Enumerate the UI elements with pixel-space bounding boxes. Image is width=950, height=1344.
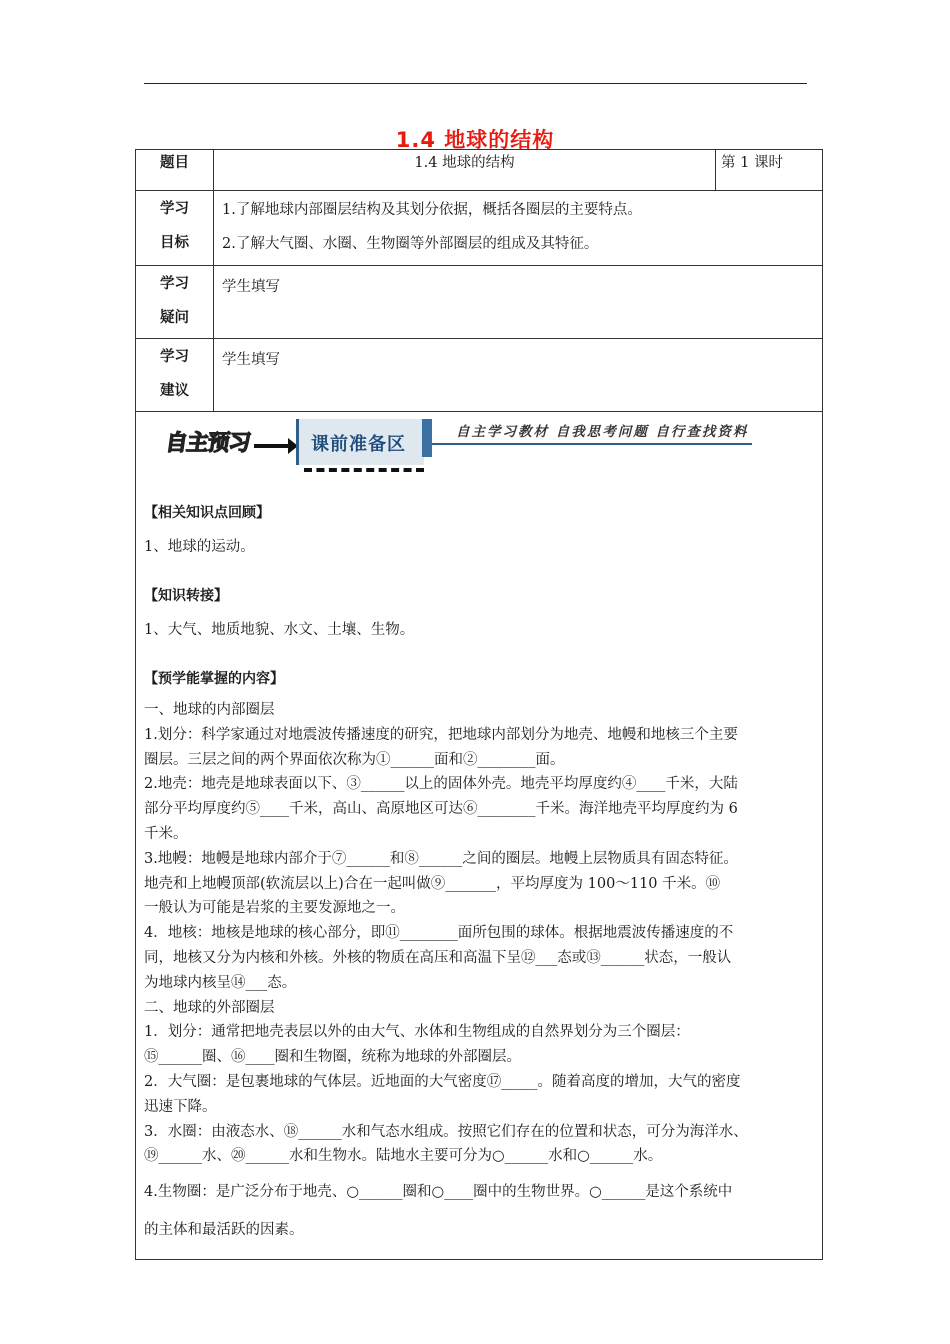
banner-bar — [422, 419, 432, 457]
bio-line: 4.生物圈：是广泛分布于地壳、○______圈和○____圈中的生物世界。○______是这个系统中 — [144, 1184, 733, 1201]
bio-line: 的主体和最活跃的因素。 — [144, 1222, 304, 1239]
content-line: 同，地核又分为内核和外核。外核的物质在高压和高温下呈⑫___态或⑬______状态，一般认 — [144, 949, 732, 966]
suggest-label: 学习 建议 — [136, 339, 214, 412]
content-line: 为地球内核呈⑭___态。 — [144, 974, 297, 991]
banner-line — [432, 443, 752, 445]
question-row — [136, 266, 823, 339]
banner-dash — [304, 468, 424, 472]
content-line: 2.地壳：地壳是地球表面以下、③______以上的固体外壳。地壳平均厚度约④____千米，大陆 — [144, 776, 738, 793]
goal-item: 2.了解大气圈、水圈、生物圈等外部圈层的组成及其特征。 — [222, 236, 599, 252]
content-line: 部分平均厚度约⑤____千米，高山、高原地区可达⑥________千米。海洋地壳平均厚度约为 6 — [144, 801, 738, 818]
content-line: 一般认为可能是岩浆的主要发源地之一。 — [144, 900, 405, 917]
content-line: 1.划分：科学家通过对地震波传播速度的研究，把地球内部划分为地壳、地幔和地核三个主要 — [144, 726, 738, 743]
content-line: 3．水圈：由液态水、⑱______水和气态水组成。按照它们存在的位置和状态，可分为海洋水、 — [144, 1123, 748, 1140]
goal-item: 1.了解地球内部圈层结构及其划分依据，概括各圈层的主要特点。 — [222, 202, 642, 218]
suggest-row — [136, 339, 823, 412]
content-line: 2．大气圈：是包裹地球的气体层。近地面的大气密度⑰_____。随着高度的增加，大气的密度 — [144, 1073, 741, 1090]
review-text: 1、地球的运动。 — [144, 539, 255, 555]
suggest-value: 学生填写 — [214, 339, 823, 412]
content-line: 地壳和上地幔顶部(软流层以上)合在一起叫做⑨_______，平均厚度为 100～110 千米。⑩ — [144, 875, 721, 892]
preview-banner — [144, 416, 814, 478]
preview-section — [136, 412, 823, 1260]
content-line: 4．地核：地核是地球的核心部分，即⑪________面所包围的球体。根据地震波传播速度的不 — [144, 925, 734, 942]
content-line: 圈层。三层之间的两个界面依次称为①______面和②________面。 — [144, 751, 565, 768]
question-value: 学生填写 — [214, 266, 823, 339]
content-line: 二、地球的外部圈层 — [144, 999, 275, 1016]
content-line: ⑮______圈、⑯____圈和生物圈，统称为地球的外部圈层。 — [144, 1049, 521, 1066]
header-rule — [144, 83, 807, 84]
content-line: 千米。 — [144, 825, 188, 842]
content-line: 3.地幔：地幔是地球内部介于⑦______和⑧______之间的圈层。地幔上层物质具有固态特征。 — [144, 850, 738, 867]
topic-value: 1.4 地球的结构 — [214, 150, 716, 191]
lesson-table — [135, 149, 823, 1260]
goal-row — [136, 191, 823, 266]
link-text: 1、大气、地质地貌、水文、土壤、生物。 — [144, 622, 415, 638]
preview-row — [136, 412, 823, 1260]
question-label: 学习 疑问 — [136, 266, 214, 339]
link-heading: 【知识转接】 — [144, 588, 228, 604]
content-line: 1．划分：通常把地壳表层以外的由大气、水体和生物组成的自然界划分为三个圈层： — [144, 1024, 690, 1041]
goal-label: 学习 目标 — [136, 191, 214, 266]
topic-label: 题目 — [136, 150, 214, 191]
content-line: 一、地球的内部圈层 — [144, 702, 275, 718]
goal-list — [214, 191, 823, 266]
content-line: 迅速下降。 — [144, 1098, 217, 1115]
banner-slogan: 自主学习教材 自我思考问题 自行查找资料 — [456, 424, 749, 440]
period-value: 第 1 课时 — [716, 150, 823, 191]
master-heading: 【预学能掌握的内容】 — [144, 671, 284, 687]
arrow-right-icon — [254, 444, 292, 448]
banner-box — [296, 419, 424, 465]
self-study-logo: 自主预习 — [163, 431, 252, 456]
document-title: 1.4 地球的结构 — [395, 128, 555, 152]
review-heading: 【相关知识点回顾】 — [144, 505, 270, 521]
banner-box-label: 课前准备区 — [311, 434, 406, 455]
topic-row — [136, 150, 823, 191]
content-line: ⑲______水、⑳______水和生物水。陆地水主要可分为○______水和○______水。 — [144, 1148, 663, 1165]
content-body — [144, 698, 814, 1169]
